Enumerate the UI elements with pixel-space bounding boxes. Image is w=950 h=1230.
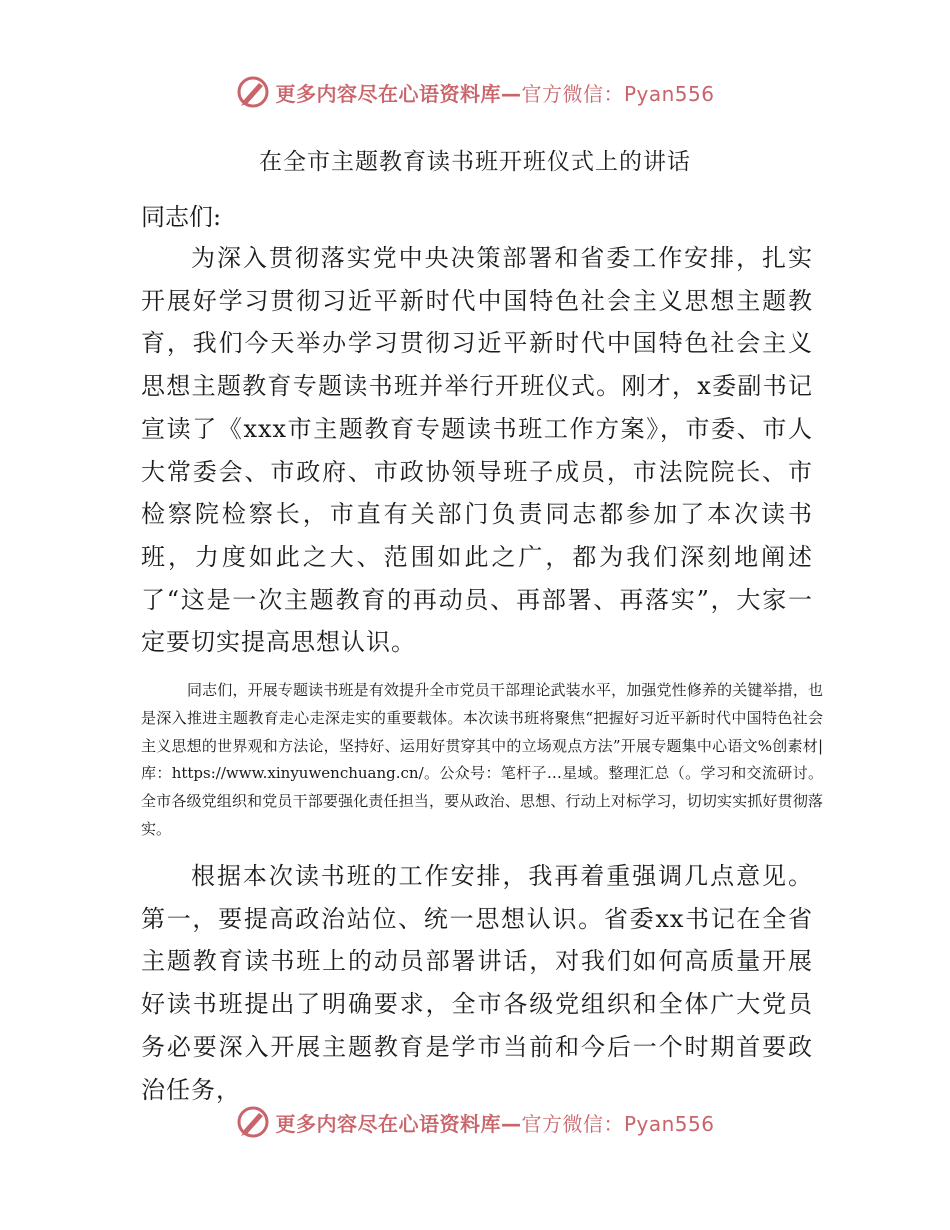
footer-banner-slogan: 更多内容尽在心语资料库— (275, 1111, 522, 1136)
header-banner-text (275, 78, 714, 107)
paragraph-3: 根据本次读书班的工作安排，我再着重强调几点意见。第一，要提高政治站位、统一思想认识。省委xx书记在全省主题教育读书班上的动员部署讲话，对我们如何高质量开展好读书班提出了明确要求，全市各级党组织和全体广大党员务必要深入开展主题教育是学市当前和今后一个时期首要政治任务， (141, 862, 813, 1104)
greeting: 同志们: (141, 203, 222, 231)
paragraph-2-small: 同志们，开展专题读书班是有效提升全市党员干部理论武装水平，加强党性修养的关键举措，也是深入推进主题教育走心走深走实的重要载体。本次读书班将聚焦“把握好习近平新时代中国特色社会主义思想的世界观和方法论，坚持好、运用好贯穿其中的立场观点方法”开展专题集中心语文%创素材|库：https://www.xinyuwenchuang.cn/。公众号：笔杆子…星域。整理汇总（。学习和交流研讨。全市各级党组织和党员干部要强化责任担当，要从政治、思想、行动上对标学习，切切实实抓好贯彻落实。 (141, 681, 823, 838)
pen-logo-icon (235, 1104, 271, 1140)
footer-banner-text (275, 1108, 714, 1137)
footer-banner (0, 1100, 950, 1144)
paragraph-1: 为深入贯彻落实党中央决策部署和省委工作安排，扎实开展好学习贯彻习近平新时代中国特色社会主义思想主题教育，我们今天举办学习贯彻习近平新时代中国特色社会主义思想主题教育专题读书班并举行开班仪式。刚才，x委副书记宣读了《xxx市主题教育专题读书班工作方案》，市委、市人大常委会、市政府、市政协领导班子成员，市法院院长、市检察院检察长，市直有关部门负责同志都参加了本次读书班，力度如此之大、范围如此之广，都为我们深刻地阐述了“这是一次主题教育的再动员、再部署、再落实”，大家一定要切实提高思想认识。 (141, 244, 813, 657)
header-banner (0, 70, 950, 114)
document-title: 在全市主题教育读书班开班仪式上的讲话 (259, 149, 691, 175)
pen-logo-icon (235, 74, 271, 110)
header-banner-wechat: 官方微信：Pyan556 (521, 81, 715, 106)
header-banner-slogan: 更多内容尽在心语资料库— (275, 81, 522, 106)
footer-banner-wechat: 官方微信：Pyan556 (521, 1111, 715, 1136)
